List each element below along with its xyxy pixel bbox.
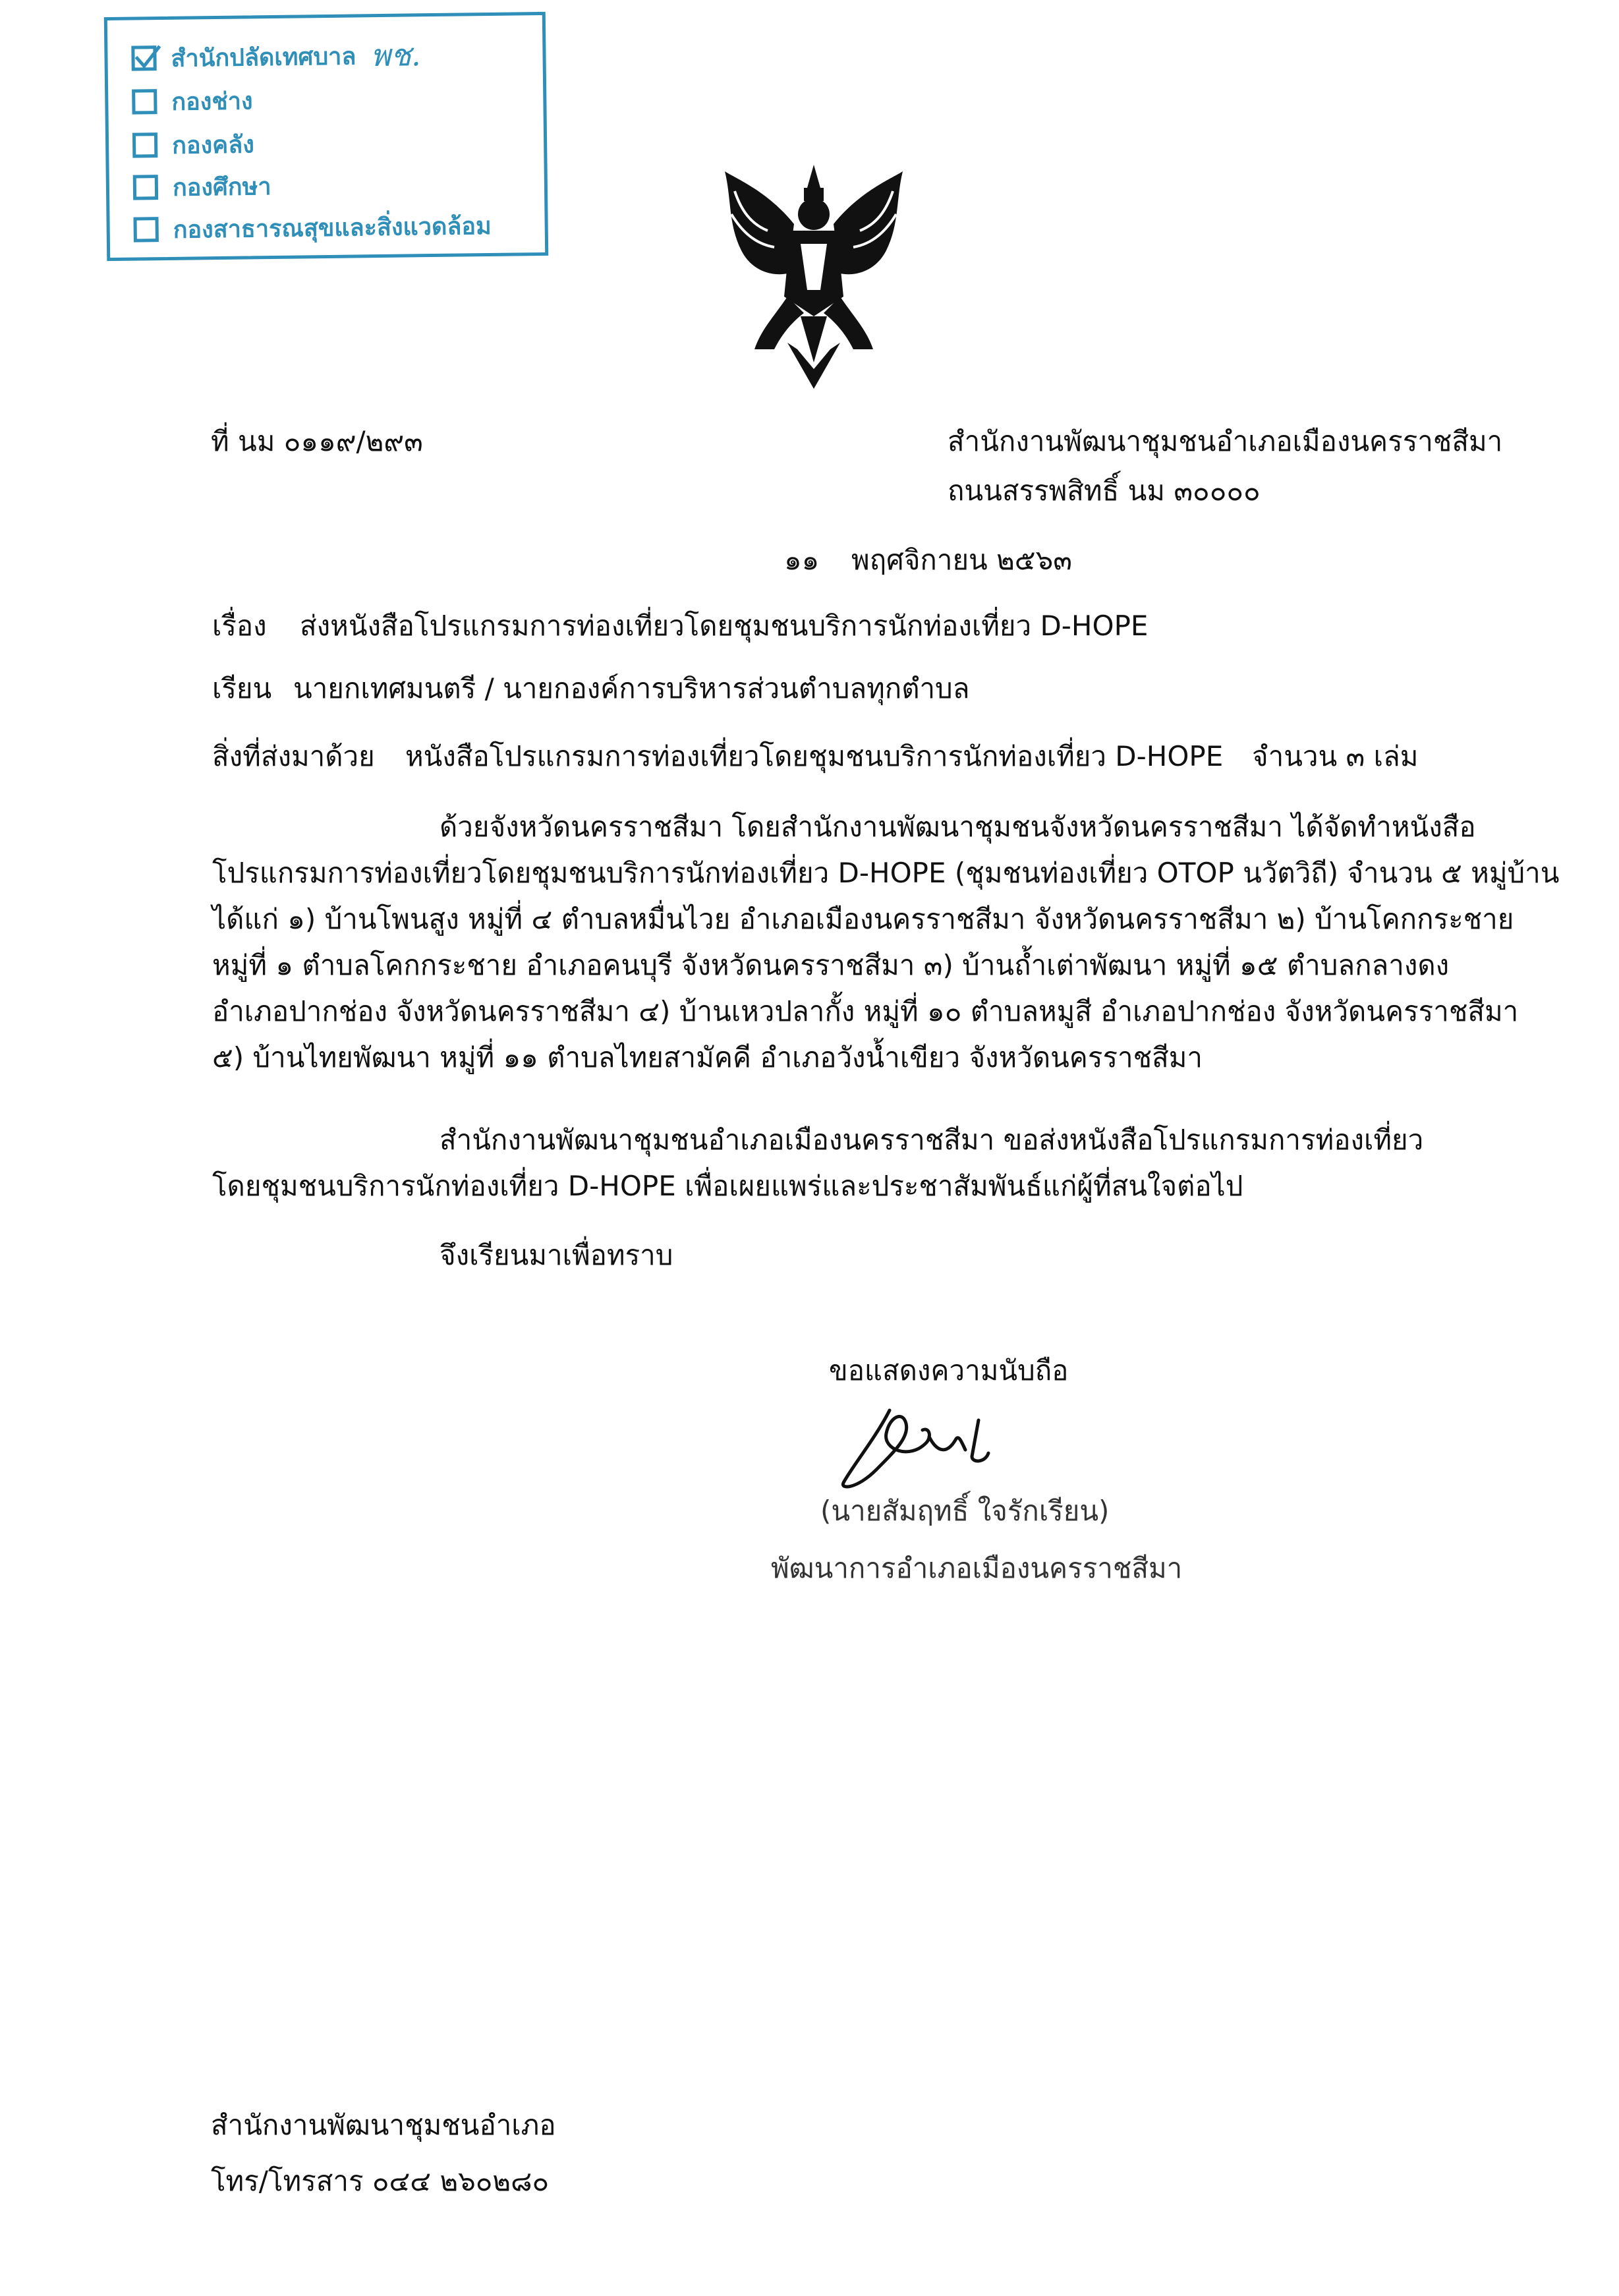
- recipient-text: นายกเทศมนตรี / นายกองค์การบริหารส่วนตำบลทุกตำบล: [293, 672, 970, 704]
- stamp-label: กองศึกษา: [172, 173, 271, 202]
- enclosure-quantity: จำนวน ๓ เล่ม: [1252, 740, 1419, 772]
- checkbox-icon: [132, 89, 157, 114]
- signatory-name: (นายสัมฤทธิ์ ใจรักเรียน): [820, 1495, 1110, 1527]
- paragraph-line: ได้แก่ ๑) บ้านโพนสูง หมู่ที่ ๔ ตำบลหมื่นไวย อำเภอเมืองนครราชสีมา จังหวัดนครราชสีมา ๒) บ้านโคกกระชาย: [212, 903, 1514, 935]
- recipient-label: เรียน: [212, 672, 272, 704]
- paragraph-line: ๕) บ้านไทยพัฒนา หมู่ที่ ๑๑ ตำบลไทยสามัคคี อำเภอวังน้ำเขียว จังหวัดนครราชสีมา: [212, 1041, 1203, 1074]
- enclosure-text: หนังสือโปรแกรมการท่องเที่ยวโดยชุมชนบริการนักท่องเที่ยว D-HOPE: [405, 740, 1224, 772]
- stamp-row-office: [131, 36, 421, 76]
- body-paragraph-2: [212, 1117, 1477, 1209]
- paragraph-line: อำเภอปากช่อง จังหวัดนครราชสีมา ๔) บ้านเหวปลากั้ง หมู่ที่ ๑๐ ตำบลหมูสี อำเภอปากช่อง จังหวัดนครราชสีมา: [212, 995, 1519, 1027]
- closing-request: จึงเรียนมาเพื่อทราบ: [440, 1239, 673, 1271]
- signatory-position: พัฒนาการอำเภอเมืองนครราชสีมา: [771, 1552, 1183, 1584]
- stamp-label: กองช่าง: [171, 87, 253, 116]
- document-number: ที่ นม ๐๑๑๙/๒๙๓: [211, 425, 423, 457]
- garuda-emblem-icon: [715, 152, 913, 395]
- sender-address-line1: สำนักงานพัฒนาชุมชนอำเภอเมืองนครราชสีมา: [948, 425, 1503, 457]
- stamp-label: กองสาธารณสุขและสิ่งแวดล้อม: [173, 212, 492, 244]
- stamp-label: กองคลัง: [171, 130, 255, 159]
- handwritten-note: พช.: [370, 36, 421, 73]
- checked-checkbox-icon: [131, 45, 156, 71]
- date-day: ๑๑: [784, 544, 820, 576]
- closing-salutation: ขอแสดงความนับถือ: [829, 1354, 1069, 1387]
- date-month-year: พฤศจิกายน ๒๕๖๓: [851, 544, 1072, 576]
- stamp-row-health: [133, 207, 492, 248]
- stamp-label: สำนักปลัดเทศบาล: [171, 42, 356, 72]
- paragraph-line: ด้วยจังหวัดนครราชสีมา โดยสำนักงานพัฒนาชุมชนจังหวัดนครราชสีมา ได้จัดทำหนังสือ: [440, 811, 1476, 843]
- subject-text: ส่งหนังสือโปรแกรมการท่องเที่ยวโดยชุมชนบริการนักท่องเที่ยว D-HOPE: [300, 610, 1149, 642]
- subject-label: เรื่อง: [212, 610, 267, 642]
- stamp-row-education: [133, 167, 271, 206]
- checkbox-icon: [132, 132, 157, 158]
- sender-address-line2: ถนนสรรพสิทธิ์ นม ๓๐๐๐๐: [948, 474, 1261, 507]
- stamp-row-engineering: [132, 82, 253, 120]
- checkbox-icon: [133, 217, 158, 242]
- routing-stamp: [104, 12, 548, 261]
- document-date: [784, 544, 1072, 577]
- footer-office: สำนักงานพัฒนาชุมชนอำเภอ: [211, 2109, 556, 2141]
- enclosure-label: สิ่งที่ส่งมาด้วย: [212, 740, 375, 772]
- paragraph-line: โดยชุมชนบริการนักท่องเที่ยว D-HOPE เพื่อเผยแพร่และประชาสัมพันธ์แก่ผู้ที่สนใจต่อไป: [212, 1170, 1243, 1202]
- paragraph-line: สำนักงานพัฒนาชุมชนอำเภอเมืองนครราชสีมา ขอส่งหนังสือโปรแกรมการท่องเที่ยว: [440, 1124, 1424, 1156]
- checkbox-icon: [133, 175, 158, 200]
- handwritten-signature-icon: [830, 1397, 1048, 1496]
- footer-phone: โทร/โทรสาร ๐๔๔ ๒๖๐๒๘๐: [211, 2165, 550, 2197]
- paragraph-line: โปรแกรมการท่องเที่ยวโดยชุมชนบริการนักท่องเที่ยว D-HOPE (ชุมชนท่องเที่ยว OTOP นวัตวิถี) จำนวน ๕ หมู่บ้าน: [212, 857, 1560, 889]
- stamp-row-finance: [132, 125, 254, 163]
- body-paragraph-1: [212, 804, 1560, 1081]
- paragraph-line: หมู่ที่ ๑ ตำบลโคกกระชาย อำเภอคนบุรี จังหวัดนครราชสีมา ๓) บ้านถ้ำเต่าพัฒนา หมู่ที่ ๑๕ ตำบลกลางดง: [212, 949, 1450, 981]
